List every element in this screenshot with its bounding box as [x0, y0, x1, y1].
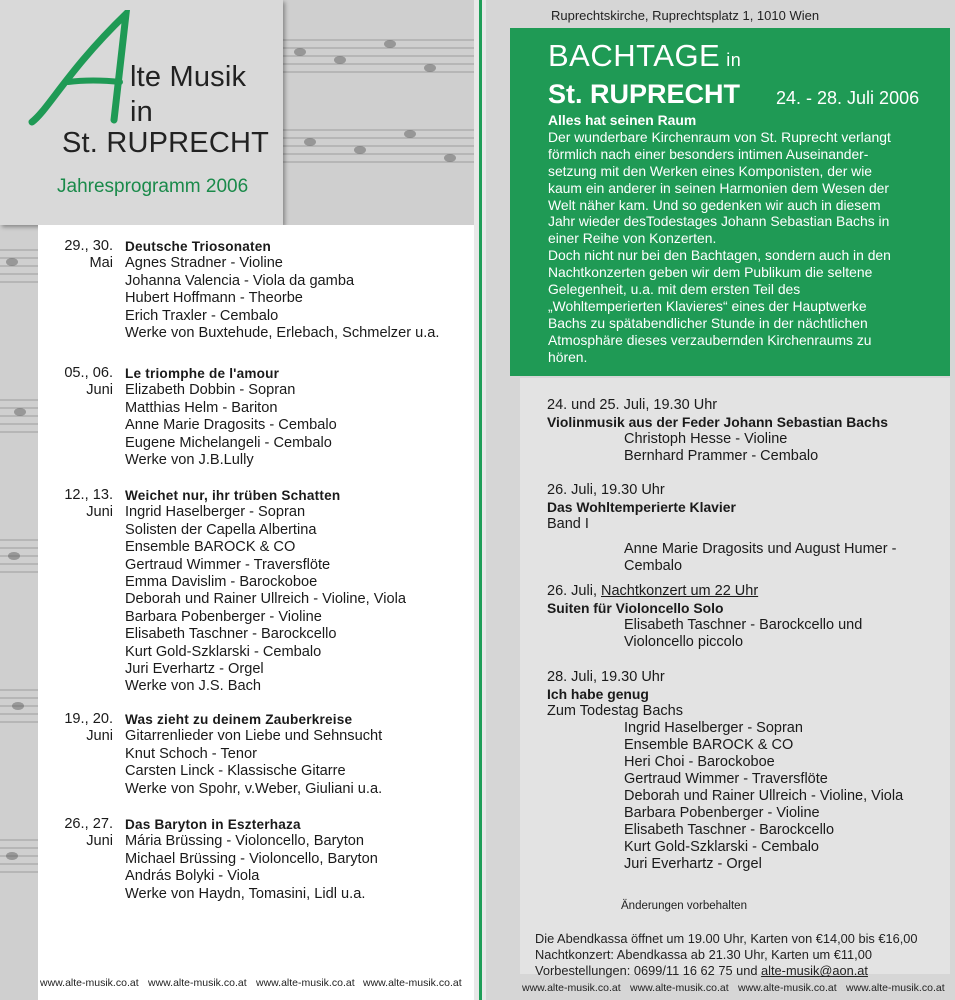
event-date-month: Juni	[86, 728, 113, 745]
concert-performer: Barbara Pobenberger - Violine	[624, 805, 820, 821]
event-line: Emma Davislim - Barockoboe	[125, 574, 318, 591]
event-line: Knut Schoch - Tenor	[125, 745, 257, 762]
bachtage-text-line: Doch nicht nur bei den Bachtagen, sondern auch in den	[548, 247, 891, 264]
bachtage-text-line: Der wunderbare Kirchenraum von St. Ruprecht verlangt	[548, 128, 891, 145]
concert-block	[547, 669, 947, 873]
bachtage-text-line: Welt näher kam. Und so gedenken wir auch in diesem	[548, 196, 881, 213]
event-line: Michael Brüssing - Violoncello, Baryton	[125, 850, 378, 867]
concert-date	[547, 482, 947, 499]
concert-performer: Deborah und Rainer Ullreich - Violine, Viola	[624, 788, 904, 804]
event-date-month: Mai	[89, 255, 113, 272]
concert-spacer	[547, 533, 947, 541]
event-line: Eugene Michelangeli - Cembalo	[125, 434, 332, 451]
event-date-days: 05., 06.	[64, 365, 113, 381]
bachtage-text-line: setzung mit den Werken eines Komponisten, der wie	[548, 162, 873, 179]
event-title: Was zieht zu deinem Zauberkreise	[125, 712, 353, 727]
event-line: Werke von Buxtehude, Erlebach, Schmelzer u.a.	[125, 325, 440, 342]
bachtage-text-line: „Wohltemperierten Klavieres“ eines der Hauptwerke	[548, 297, 867, 314]
bachtage-text-line: kaum ein anderer in seinen Harmonien dem Wesen der	[548, 179, 890, 196]
event-line: Werke von J.S. Bach	[125, 678, 261, 695]
event-body	[125, 711, 470, 798]
event-line: Anne Marie Dragosits - Cembalo	[125, 417, 337, 434]
event-line: Hubert Hoffmann - Theorbe	[125, 290, 303, 307]
event-title: Le triomphe de l'amour	[125, 366, 280, 381]
bachtage-paragraph	[548, 129, 948, 366]
box-office-line1: Die Abendkassa öffnet um 19.00 Uhr, Karten von €14,00 bis €16,00	[535, 931, 918, 946]
event-title: Deutsche Triosonaten	[125, 239, 272, 254]
bachtage-text-line: förmlich nach einer besonders intimen Auseinander-	[548, 145, 869, 162]
event-body	[125, 487, 470, 696]
event-line: Gertraud Wimmer - Traversflöte	[125, 556, 331, 573]
concert-block	[547, 583, 947, 651]
bachtage-text-line: Nachtkonzerten geben wir dem Publikum die seltene	[548, 264, 873, 281]
event-line: Kurt Gold-Szklarski - Cembalo	[125, 643, 322, 660]
event-date-month: Juni	[86, 382, 113, 399]
event-line: Erich Traxler - Cembalo	[125, 307, 279, 324]
concert-subtitle: Zum Todestag Bachs	[547, 703, 683, 719]
event-line: Juri Everhartz - Orgel	[125, 661, 264, 678]
event-date-days: 12., 13.	[64, 487, 113, 503]
event-line: Deborah und Rainer Ullreich - Violine, Viola	[125, 591, 406, 608]
event-line: Carsten Linck - Klassische Gitarre	[125, 763, 346, 780]
box-office-line3	[535, 963, 918, 979]
event-date	[38, 238, 113, 273]
concert-performer: Heri Choi - Barockoboe	[624, 754, 775, 770]
changes-note: Änderungen vorbehalten	[621, 900, 747, 912]
event-date-month: Juni	[86, 504, 113, 521]
bachtage-text-line: Jahr wieder desTodestages Johann Sebastian Bachs in	[548, 213, 890, 230]
concert-block	[547, 482, 947, 575]
page-divider	[474, 0, 486, 1000]
event-line: Barbara Pobenberger - Violine	[125, 608, 322, 625]
event-line: Solisten der Capella Albertina	[125, 521, 317, 538]
footer-url-left-3[interactable]: www.alte-musik.co.at	[256, 977, 355, 989]
event-title: Weichet nur, ihr trüben Schatten	[125, 488, 341, 503]
concert-performer: Cembalo	[624, 558, 683, 574]
concert-performer: Bernhard Prammer - Cembalo	[624, 448, 819, 464]
event-line: Agnes Stradner - Violine	[125, 255, 283, 272]
event-date	[38, 365, 113, 400]
footer-url-right-2[interactable]: www.alte-musik.co.at	[630, 982, 729, 994]
event-line: András Bolyki - Viola	[125, 868, 260, 885]
footer-url-left-1[interactable]: www.alte-musik.co.at	[40, 977, 139, 989]
bachtage-title-in: in	[726, 50, 742, 70]
concert-title: Suiten für Violoncello Solo	[547, 600, 724, 616]
footer-url-left-2[interactable]: www.alte-musik.co.at	[148, 977, 247, 989]
event-date-days: 26., 27.	[64, 816, 113, 832]
event-line: Mária Brüssing - Violoncello, Baryton	[125, 833, 365, 850]
event-date	[38, 487, 113, 522]
logo-box	[0, 0, 283, 225]
bachtage-text-line: einer Reihe von Konzerten.	[548, 230, 717, 247]
concert-performer: Christoph Hesse - Violine	[624, 431, 788, 447]
event-line: Elizabeth Dobbin - Sopran	[125, 382, 296, 399]
event-line: Werke von J.B.Lully	[125, 452, 254, 469]
reservation-phone: Vorbestellungen: 0699/11 16 62 75 und	[535, 963, 762, 979]
bachtage-text-line: Bachs zu spätabendlicher Stunde in der nächtlichen	[548, 314, 868, 331]
concert-performer: Elisabeth Taschner - Barockcello und	[624, 617, 863, 633]
concert-title: Ich habe genug	[547, 686, 649, 702]
event-date-month: Juni	[86, 833, 113, 850]
event-date-days: 19., 20.	[64, 711, 113, 727]
concert-performer: Juri Everhartz - Orgel	[624, 856, 762, 872]
event-date	[38, 816, 113, 851]
concert-date	[547, 669, 947, 686]
footer-url-right-4[interactable]: www.alte-musik.co.at	[846, 982, 945, 994]
bachtage-place: St. RUPRECHT	[548, 79, 741, 109]
event-line: Gitarrenlieder von Liebe und Sehnsucht	[125, 728, 383, 745]
event-date	[38, 711, 113, 746]
logo-subtitle: Jahresprogramm 2006	[57, 176, 249, 197]
bachtage-text-line: Atmosphäre dieses verzaubernden Kirchenraums zu	[548, 331, 872, 348]
concert-performer: Ensemble BAROCK & CO	[624, 737, 794, 753]
logo-title-line2: in	[130, 96, 153, 128]
concert-title: Das Wohltemperierte Klavier	[547, 499, 736, 515]
event-line: Johanna Valencia - Viola da gamba	[125, 272, 355, 289]
event-line: Ensemble BAROCK & CO	[125, 539, 296, 556]
reservation-email-link[interactable]: alte-musik@aon.at	[761, 963, 868, 979]
footer-url-right-3[interactable]: www.alte-musik.co.at	[738, 982, 837, 994]
logo-title-line3: St. RUPRECHT	[62, 127, 270, 159]
concert-performer: Elisabeth Taschner - Barockcello	[624, 822, 835, 838]
concert-performer: Gertraud Wimmer - Traversflöte	[624, 771, 828, 787]
concert-date-text: 26. Juli, 19.30 Uhr	[547, 482, 665, 498]
logo-title-line1: lte Musik	[130, 61, 247, 93]
concert-performer: Kurt Gold-Szklarski - Cembalo	[624, 839, 819, 855]
logo-letter-a-icon	[28, 10, 138, 135]
footer-url-right-1[interactable]: www.alte-musik.co.at	[522, 982, 621, 994]
event-line: Werke von Haydn, Tomasini, Lidl u.a.	[125, 885, 366, 902]
footer-url-left-4[interactable]: www.alte-musik.co.at	[363, 977, 462, 989]
concert-block	[547, 397, 947, 465]
concert-date	[547, 397, 947, 414]
concert-subtitle: Band I	[547, 516, 589, 532]
concert-performer: Anne Marie Dragosits und August Humer -	[624, 541, 897, 557]
concert-performer: Violoncello piccolo	[624, 634, 744, 650]
address: Ruprechtskirche, Ruprechtsplatz 1, 1010 Wien	[551, 8, 820, 23]
bachtage-text-line: Gelegenheit, u.a. mit dem ersten Teil des	[548, 281, 801, 298]
box-office-line2: Nachtkonzert: Abendkassa ab 21.30 Uhr, Karten um €11,00	[535, 947, 872, 963]
concert-date-text: 24. und 25. Juli, 19.30 Uhr	[547, 397, 718, 413]
event-body	[125, 238, 470, 342]
bachtage-text-line: hören.	[548, 348, 588, 365]
event-date-days: 29., 30.	[64, 238, 113, 254]
concert-date	[547, 583, 947, 600]
event-line: Elisabeth Taschner - Barockcello	[125, 626, 337, 643]
concert-date-note: Nachtkonzert um 22 Uhr	[601, 583, 759, 599]
bachtage-heading: Alles hat seinen Raum	[548, 112, 697, 128]
box-office-info	[535, 931, 918, 980]
concert-date-text: 26. Juli,	[547, 583, 601, 599]
event-line: Matthias Helm - Bariton	[125, 399, 278, 416]
event-body	[125, 816, 470, 903]
bachtage-dates: 24. - 28. Juli 2006	[776, 88, 920, 108]
bachtage-title	[548, 38, 741, 74]
bachtage-text	[548, 112, 948, 366]
concert-date-text: 28. Juli, 19.30 Uhr	[547, 669, 665, 685]
event-line: Werke von Spohr, v.Weber, Giuliani u.a.	[125, 780, 383, 797]
event-body	[125, 365, 470, 469]
bachtage-box	[510, 28, 950, 376]
event-title: Das Baryton in Eszterhaza	[125, 817, 301, 832]
concert-title: Violinmusik aus der Feder Johann Sebastian Bachs	[547, 414, 888, 430]
concert-performer: Ingrid Haselberger - Sopran	[624, 720, 803, 736]
event-line: Ingrid Haselberger - Sopran	[125, 504, 306, 521]
bachtage-title-text: BACHTAGE	[548, 38, 721, 73]
